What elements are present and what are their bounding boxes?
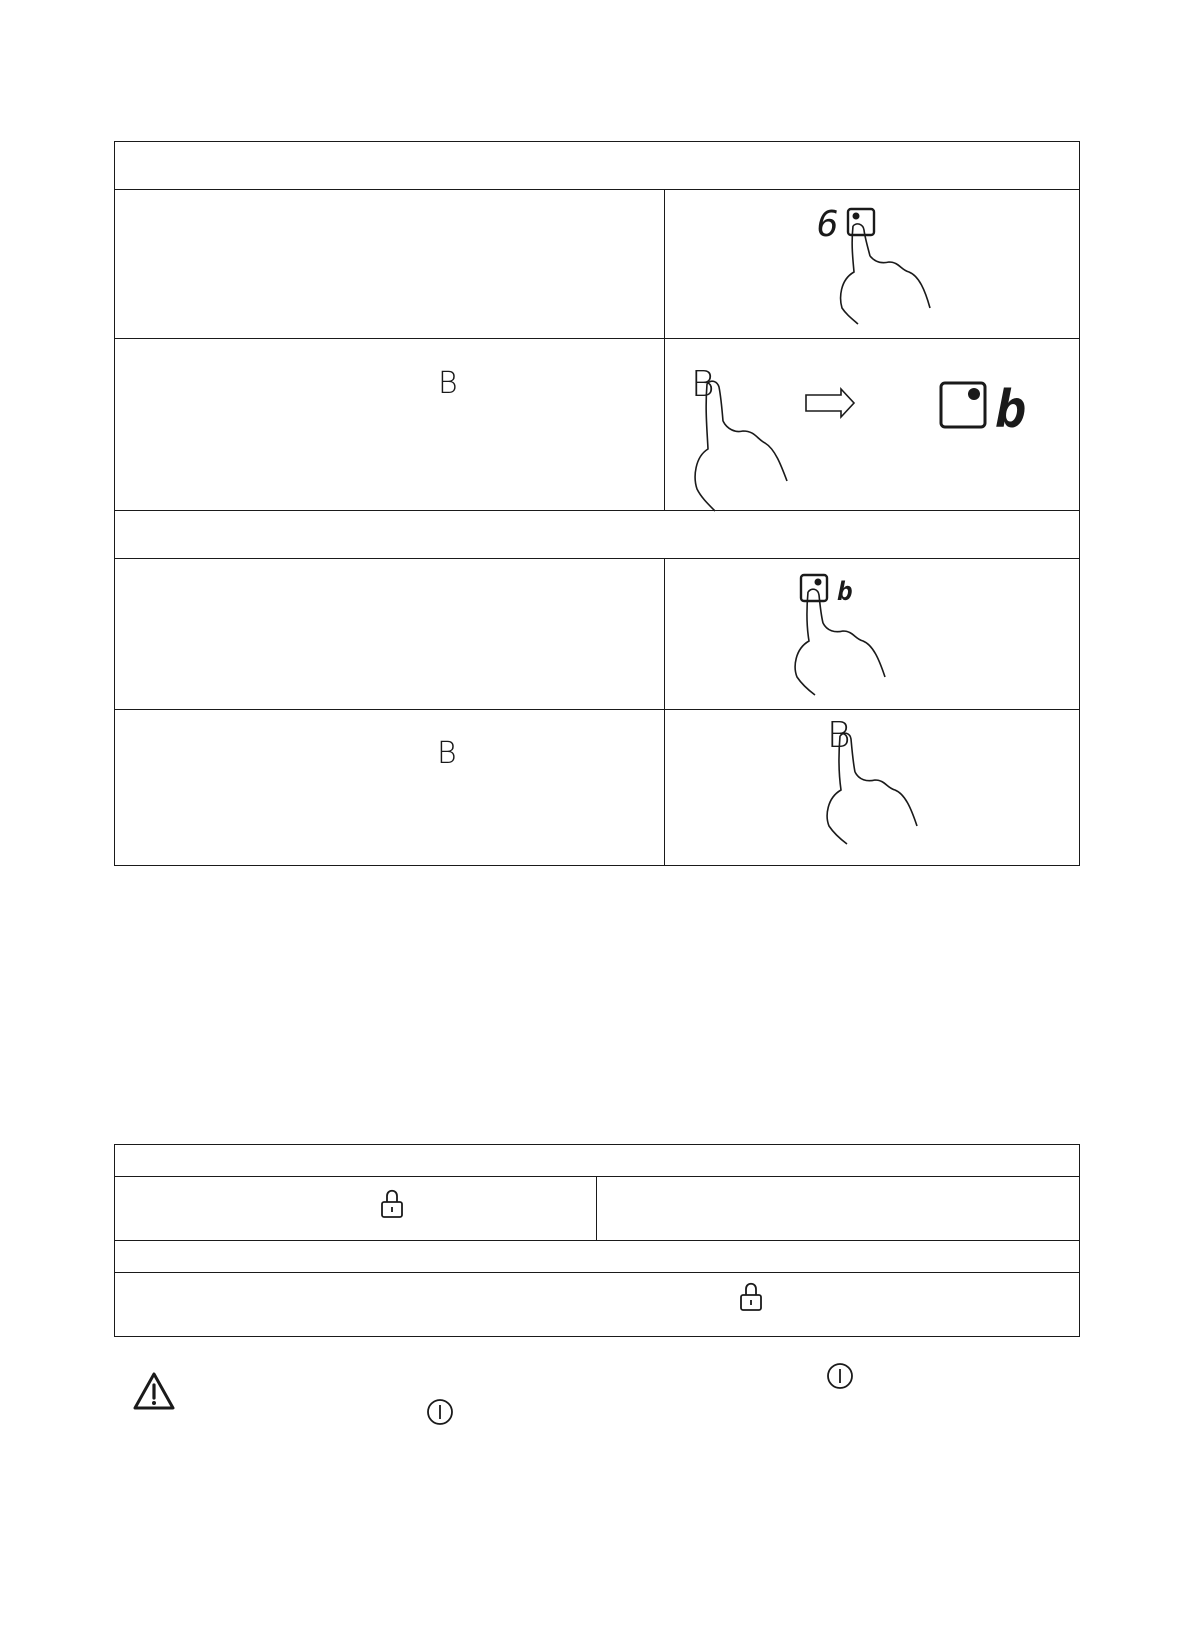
key-b-symbol: B [437, 736, 457, 771]
table-header-row [124, 518, 1064, 548]
display-letter-b: b [995, 380, 1027, 440]
table-row [115, 1273, 1079, 1336]
table-row [124, 346, 654, 496]
key-b-glyph: B [691, 364, 715, 405]
table-header-row [124, 1246, 1064, 1268]
table-header-row [124, 1150, 1064, 1172]
illustration-press-dot-key-b [665, 559, 1079, 709]
display-digit-6: 6 [817, 204, 839, 245]
illustration-press-b-key-only [665, 710, 1079, 865]
table-row [124, 196, 654, 326]
key-b-symbol: B [438, 366, 458, 401]
power-icon [826, 1362, 854, 1390]
table-row [124, 716, 654, 856]
lock-icon [115, 1177, 596, 1240]
key-b-glyph-2: B [827, 715, 851, 756]
table-header-row [124, 150, 1064, 180]
warning-triangle-icon [132, 1371, 176, 1411]
table-cell [597, 1177, 1079, 1240]
arrow-right-icon [806, 389, 854, 417]
lock-icon [115, 1273, 1079, 1336]
table-row [124, 566, 654, 696]
illustration-press-b-key [665, 339, 1079, 510]
power-icon [426, 1398, 454, 1426]
table-row [115, 1177, 596, 1240]
illustration-press-dot-key [665, 190, 1079, 338]
display-letter-b-small: b [837, 577, 853, 607]
